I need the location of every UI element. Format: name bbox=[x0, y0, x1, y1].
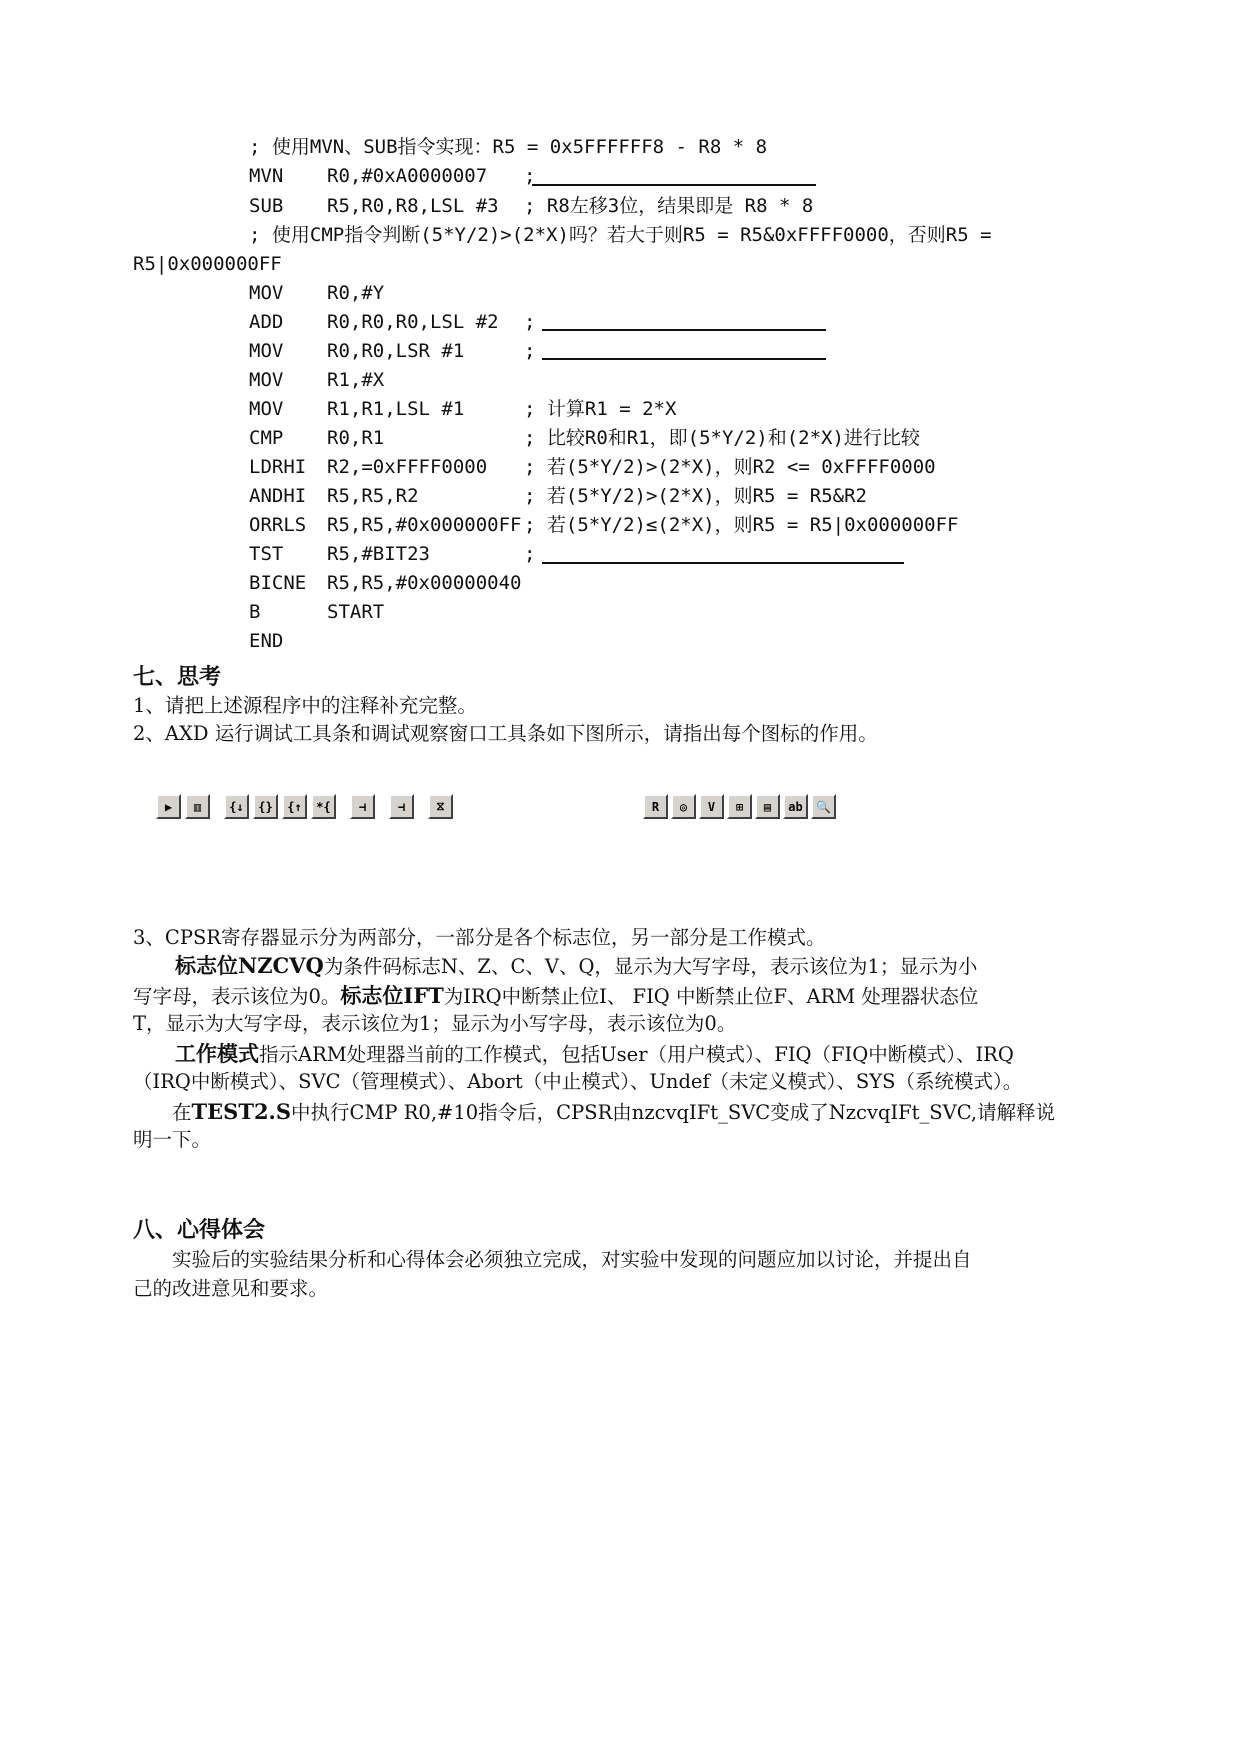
code-comment-line: ; 使用MVN、SUB指令实现：R5 = 0x5FFFFFF8 - R8 * 8 bbox=[249, 136, 768, 158]
stop-icon[interactable]: ▥ bbox=[185, 794, 210, 819]
question-1: 1、请把上述源程序中的注释补充完整。 bbox=[133, 694, 477, 717]
axd-view-toolbar bbox=[643, 794, 836, 819]
paragraph: 标志位NZCVQ为条件码标志N、Z、C、V、Q，显示为大写字母，表示该位为1；显示为小 bbox=[175, 953, 978, 978]
code-op: B bbox=[249, 601, 261, 623]
bold-term: TEST2.S bbox=[191, 1099, 292, 1124]
code-comment: ; 若(5*Y/2)>(2*X)，则R5 = R5&R2 bbox=[524, 485, 867, 507]
code-comment: ; bbox=[524, 165, 536, 187]
code-args: R5,#BIT23 bbox=[327, 543, 430, 565]
bold-term: 工作模式 bbox=[175, 1041, 259, 1066]
code-args: R5,R5,#0x000000FF bbox=[327, 514, 522, 536]
code-comment: ; R8左移3位，结果即是 R8 * 8 bbox=[524, 195, 814, 217]
run-icon[interactable]: ▶ bbox=[156, 794, 181, 819]
code-args: R0,#0xA0000007 bbox=[327, 165, 488, 187]
find-icon[interactable]: 🔍 bbox=[811, 794, 836, 819]
code-args: R0,R0,LSR #1 bbox=[327, 340, 465, 362]
code-op: CMP bbox=[249, 427, 284, 449]
code-args: R0,R0,R0,LSL #2 bbox=[327, 311, 499, 333]
paragraph: 实验后的实验结果分析和心得体会必须独立完成，对实验中发现的问题应加以讨论，并提出自 bbox=[172, 1248, 972, 1271]
code-op: BICNE bbox=[249, 572, 307, 594]
code-args: R0,#Y bbox=[327, 282, 385, 304]
paragraph: （IRQ中断模式）、SVC（管理模式）、Abort（中止模式）、Undef（未定义模式）、SYS（系统模式）。 bbox=[133, 1070, 1023, 1093]
code-op: MOV bbox=[249, 369, 284, 391]
section-heading: 八、心得体会 bbox=[133, 1218, 266, 1243]
code-op: LDRHI bbox=[249, 456, 307, 478]
variables-icon[interactable]: V bbox=[699, 794, 724, 819]
code-op: ADD bbox=[249, 311, 284, 333]
code-args: R1,R1,LSL #1 bbox=[327, 398, 465, 420]
paragraph: 写字母，表示该位为0。标志位IFT为IRQ中断禁止位I、 FIQ 中断禁止位F、ARM 处理器状态位 bbox=[133, 983, 979, 1008]
code-args: R0,R1 bbox=[327, 427, 385, 449]
code-comment-line: ; 使用CMP指令判断(5*Y/2)>(2*X)吗？若大于则R5 = R5&0xFFFF0000，否则R5 = bbox=[249, 224, 992, 246]
code-op: MOV bbox=[249, 398, 284, 420]
watch-icon[interactable]: ◎ bbox=[671, 794, 696, 819]
code-op: TST bbox=[249, 543, 284, 565]
code-comment: ; 计算R1 = 2*X bbox=[524, 398, 677, 420]
paragraph: 己的改进意见和要求。 bbox=[133, 1277, 329, 1300]
fill-in-blank bbox=[542, 329, 826, 331]
code-op: MOV bbox=[249, 340, 284, 362]
toggle-breakpoint-icon[interactable]: ⊣ bbox=[350, 794, 375, 819]
memory-icon[interactable]: ▤ bbox=[755, 794, 780, 819]
step-in-icon[interactable]: {↓ bbox=[224, 794, 249, 819]
code-comment: ; bbox=[524, 311, 536, 333]
code-op: MVN bbox=[249, 165, 284, 187]
code-args: R2,=0xFFFF0000 bbox=[327, 456, 488, 478]
bold-term: 标志位IFT bbox=[340, 983, 444, 1008]
fill-in-blank bbox=[542, 562, 904, 564]
step-icon[interactable]: {} bbox=[253, 794, 278, 819]
paragraph: T，显示为大写字母，表示该位为1；显示为小写字母，表示该位为0。 bbox=[133, 1012, 737, 1035]
code-op: END bbox=[249, 630, 284, 652]
fill-in-blank bbox=[532, 184, 816, 186]
registers-icon[interactable]: R bbox=[643, 794, 668, 819]
code-args: R1,#X bbox=[327, 369, 385, 391]
code-op: ANDHI bbox=[249, 485, 307, 507]
section-heading: 七、思考 bbox=[133, 665, 222, 690]
code-args: R5,R5,R2 bbox=[327, 485, 419, 507]
code-args: START bbox=[327, 601, 385, 623]
paragraph: 工作模式指示ARM处理器当前的工作模式，包括User（用户模式）、FIQ（FIQ中断模式）、IRQ bbox=[175, 1041, 1014, 1066]
code-args: R5,R5,#0x00000040 bbox=[327, 572, 522, 594]
fill-in-blank bbox=[542, 358, 826, 360]
bold-term: 标志位NZCVQ bbox=[175, 953, 324, 978]
code-comment: ; bbox=[524, 543, 536, 565]
backtrace-icon[interactable]: ⊞ bbox=[727, 794, 752, 819]
toggle-watchpoint-icon[interactable]: ⊣ bbox=[389, 794, 414, 819]
question-2: 2、AXD 运行调试工具条和调试观察窗口工具条如下图所示，请指出每个图标的作用。 bbox=[133, 722, 878, 745]
code-op: SUB bbox=[249, 195, 284, 217]
code-comment: ; bbox=[524, 340, 536, 362]
code-comment: ; 若(5*Y/2)>(2*X)，则R2 <= 0xFFFF0000 bbox=[524, 456, 936, 478]
code-comment-line: R5|0x000000FF bbox=[133, 253, 282, 275]
disassembly-icon[interactable]: ab bbox=[783, 794, 808, 819]
run-to-cursor-icon[interactable]: *{ bbox=[311, 794, 336, 819]
hourglass-icon[interactable]: ⧖ bbox=[428, 794, 453, 819]
code-op: ORRLS bbox=[249, 514, 307, 536]
code-args: R5,R0,R8,LSL #3 bbox=[327, 195, 499, 217]
axd-run-toolbar bbox=[156, 794, 453, 819]
code-comment: ; 比较R0和R1，即(5*Y/2)和(2*X)进行比较 bbox=[524, 427, 920, 449]
step-out-icon[interactable]: {↑ bbox=[282, 794, 307, 819]
code-op: MOV bbox=[249, 282, 284, 304]
question-3: 3、CPSR寄存器显示分为两部分，一部分是各个标志位，另一部分是工作模式。 bbox=[133, 926, 826, 949]
code-comment: ; 若(5*Y/2)≤(2*X)，则R5 = R5|0x000000FF bbox=[524, 514, 959, 536]
paragraph: 在TEST2.S中执行CMP R0,#10指令后，CPSR由nzcvqIFt_SVC变成了NzcvqIFt_SVC,请解释说 bbox=[172, 1099, 1056, 1124]
paragraph: 明一下。 bbox=[133, 1128, 212, 1151]
